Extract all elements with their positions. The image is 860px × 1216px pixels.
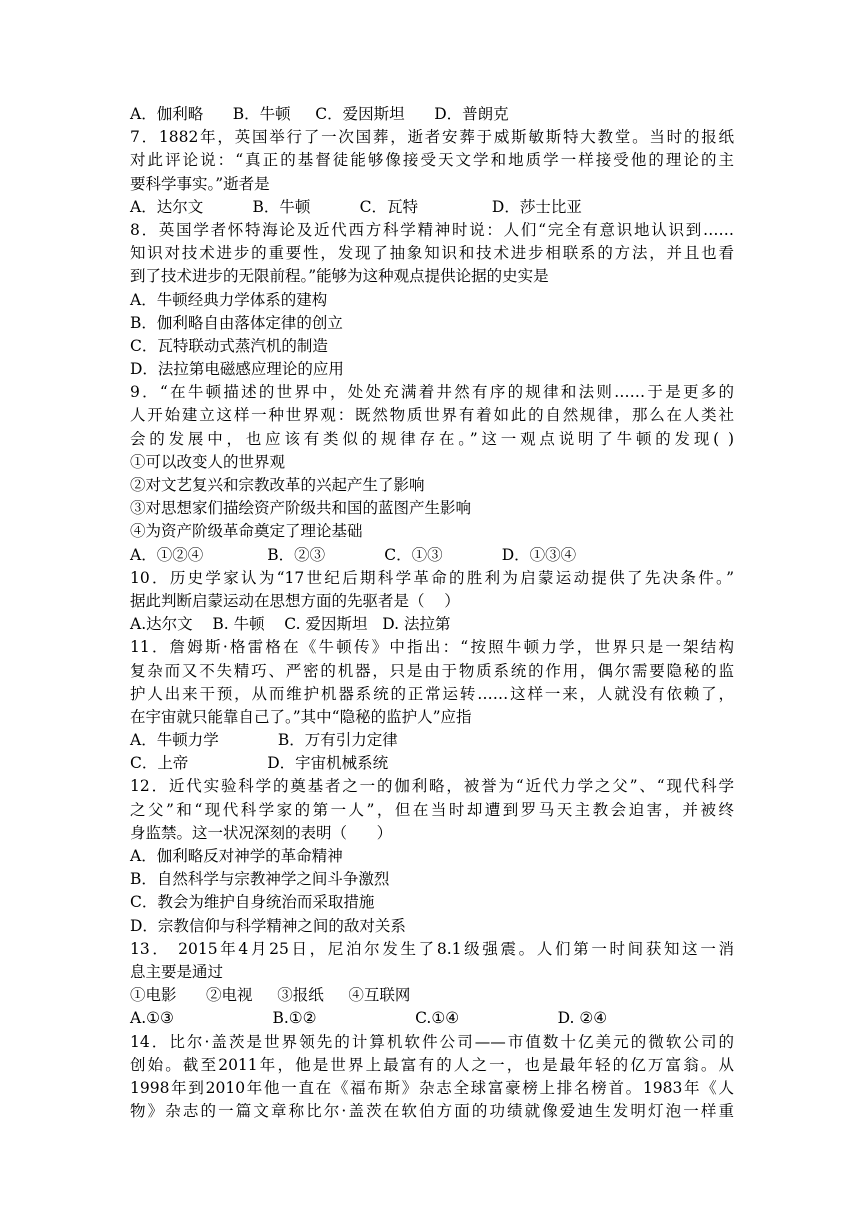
text-line: 知识对技术进步的重要性，发现了抽象知识和技术进步相联系的方法，并且也看 — [130, 244, 734, 263]
text-line: 在宇宙就只能靠自己了。”其中“隐秘的监护人”应指 — [130, 707, 472, 726]
text-line: 之父”和“现代科学家的第一人”，但在当时却遭到罗马天主教会迫害，并被终 — [130, 800, 734, 819]
text-line: C．瓦特联动式蒸汽机的制造 — [130, 336, 328, 355]
text-line: 到了技术进步的无限前程。”能够为这种观点提供论据的史实是 — [130, 267, 549, 286]
text-line: C．教会为维护自身统治而采取措施 — [130, 893, 375, 912]
text-line: 14．比尔·盖茨是世界领先的计算机软件公司——市值数十亿美元的微软公司的 — [130, 1032, 734, 1051]
text-line: A．牛顿力学 B．万有引力定律 — [130, 731, 398, 750]
text-line: B．自然科学与宗教神学之间斗争激烈 — [130, 870, 390, 889]
document-page — [130, 103, 734, 1123]
text-line: 7．1882年，英国举行了一次国葬，逝者安葬于威斯敏斯特大教堂。当时的报纸 — [130, 128, 734, 147]
text-line: A．伽利略反对神学的革命精神 — [130, 847, 343, 865]
text-line: 会的发展中，也应该有类似的规律存在。”这一观点说明了牛顿的发现( ) — [130, 429, 734, 448]
text-line: 创始。截至2011年，他是世界上最富有的人之一，也是最年轻的亿万富翁。从 — [130, 1055, 734, 1074]
text-line: A．牛顿经典力学体系的建构 — [130, 290, 328, 309]
text-line: 复杂而又不失精巧、严密的机器，只是由于物质系统的作用，偶尔需要隐秘的监 — [130, 661, 734, 680]
text-line: 要科学事实。”逝者是 — [130, 174, 270, 193]
text-line: 据此判断启蒙运动在思想方面的先驱者是（ ） — [130, 591, 460, 610]
text-line: D．法拉第电磁感应理论的应用 — [130, 360, 344, 379]
text-line: A．①②④ B．②③ C．①③ D．①③④ — [130, 545, 577, 564]
text-line: 10．历史学家认为“17世纪后期科学革命的胜利为启蒙运动提供了先决条件。” — [130, 568, 734, 587]
text-line: ③对思想家们描绘资产阶级共和国的蓝图产生影响 — [130, 499, 472, 518]
text-line: D．宗教信仰与科学精神之间的敌对关系 — [130, 916, 406, 935]
text-line: 12．近代实验科学的奠基者之一的伽利略，被誉为“近代力学之父”、“现代科学 — [130, 777, 734, 796]
text-line: 物》杂志的一篇文章称比尔·盖茨在软伯方面的功绩就像爱迪生发明灯泡一样重 — [130, 1102, 734, 1121]
text-line: A．伽利略 B．牛顿 C．爱因斯坦 D．普朗克 — [130, 105, 509, 123]
text-line: ①电影 ②电视 ③报纸 ④互联网 — [130, 986, 411, 1005]
text-line: 13． 2015年4月25日，尼泊尔发生了8.1级强震。人们第一时间获知这一消 — [130, 939, 734, 958]
text-line: 9．“在牛顿描述的世界中，处处充满着井然有序的规律和法则……于是更多的 — [130, 383, 734, 402]
text-line: A.①③ B.①② C.①④ D. ②④ — [130, 1009, 608, 1028]
text-line: 身监禁。这一状况深刻的表明（ ） — [130, 823, 393, 842]
text-line: 息主要是通过 — [130, 962, 224, 981]
text-line: ②对文艺复兴和宗教改革的兴起产生了影响 — [130, 476, 425, 494]
text-line: 对此评论说：“真正的基督徒能够像接受天文学和地质学一样接受他的理论的主 — [130, 151, 734, 170]
text-line: 11．詹姆斯·格雷格在《牛顿传》中指出：“按照牛顿力学，世界只是一架结构 — [130, 638, 734, 657]
text-line: 护人出来干预，从而维护机器系统的正常运转……这样一来，人就没有依赖了， — [130, 684, 734, 703]
text-line: A．达尔文 B．牛顿 C．瓦特 D．莎士比亚 — [130, 197, 582, 216]
text-line: ④为资产阶级革命奠定了理论基础 — [130, 522, 363, 541]
text-line: 8．英国学者怀特海论及近代西方科学精神时说：人们“完全有意识地认识到…… — [130, 220, 734, 239]
text-line: C．上帝 D．宇宙机械系统 — [130, 754, 389, 773]
text-line: A.达尔文 B. 牛顿 C. 爱因斯坦 D. 法拉第 — [130, 615, 451, 634]
text-line: B．伽利略自由落体定律的创立 — [130, 313, 343, 332]
text-line: 人开始建立这样一种世界观：既然物质世界有着如此的自然规律，那么在人类社 — [130, 406, 734, 425]
text-line: ①可以改变人的世界观 — [130, 452, 286, 471]
text-line: 1998年到2010年他一直在《福布斯》杂志全球富豪榜上排名榜首。1983年《人 — [130, 1078, 734, 1097]
